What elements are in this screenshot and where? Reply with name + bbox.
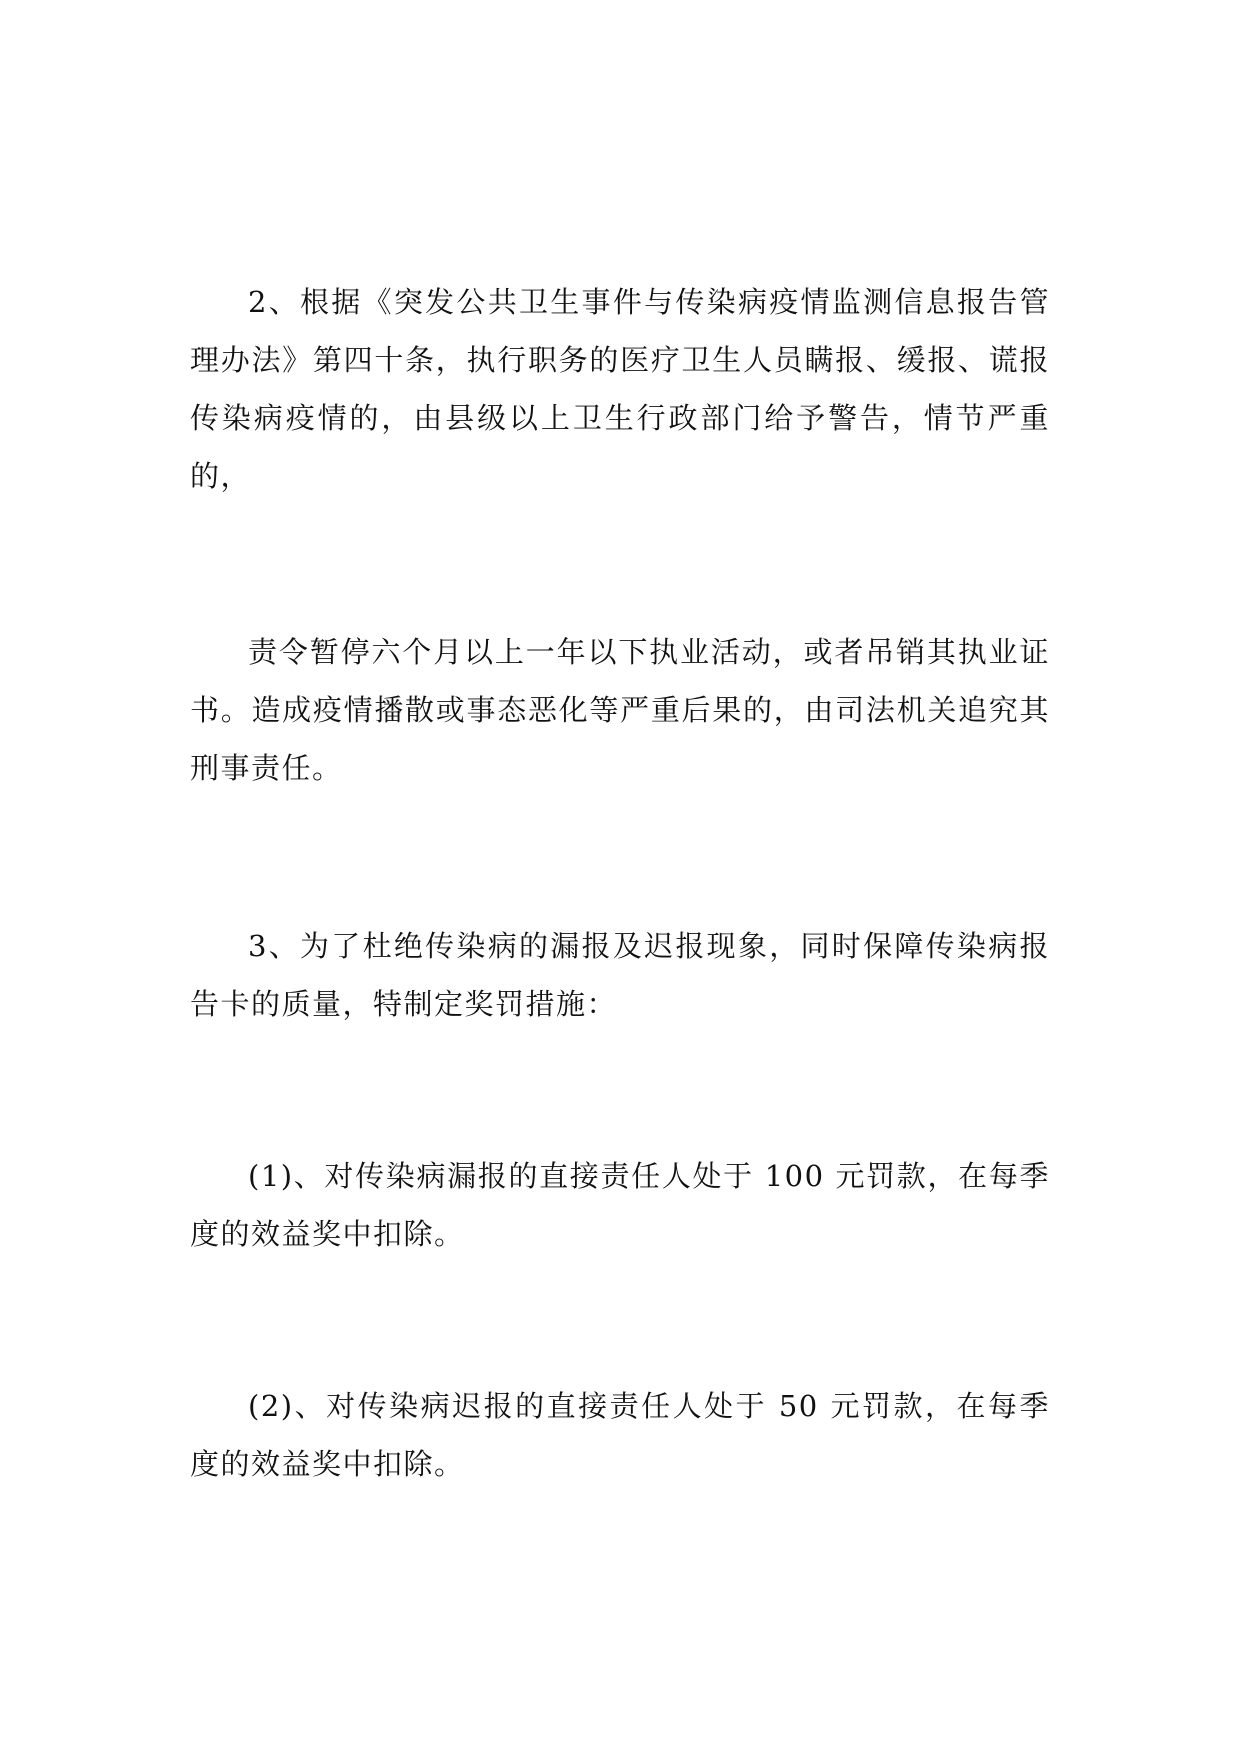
paragraph-missed-report-fine: (1)、对传染病漏报的直接责任人处于 100 元罚款，在每季度的效益奖中扣除。 bbox=[190, 1159, 1050, 1251]
paragraph-penalty: 责令暂停六个月以上一年以下执业活动，或者吊销其执业证书。造成疫情播散或事态恶化等严重后果的，由司法机关追究其刑事责任。 bbox=[190, 635, 1050, 785]
paragraph-article-40: 2、根据《突发公共卫生事件与传染病疫情监测信息报告管理办法》第四十条，执行职务的医疗卫生人员瞒报、缓报、谎报传染病疫情的，由县级以上卫生行政部门给予警告，情节严重的， bbox=[190, 285, 1050, 493]
paragraph-late-report-fine: (2)、对传染病迟报的直接责任人处于 50 元罚款，在每季度的效益奖中扣除。 bbox=[190, 1389, 1050, 1481]
paragraph-reward-penalty-measures: 3、为了杜绝传染病的漏报及迟报现象，同时保障传染病报告卡的质量，特制定奖罚措施： bbox=[190, 929, 1050, 1021]
